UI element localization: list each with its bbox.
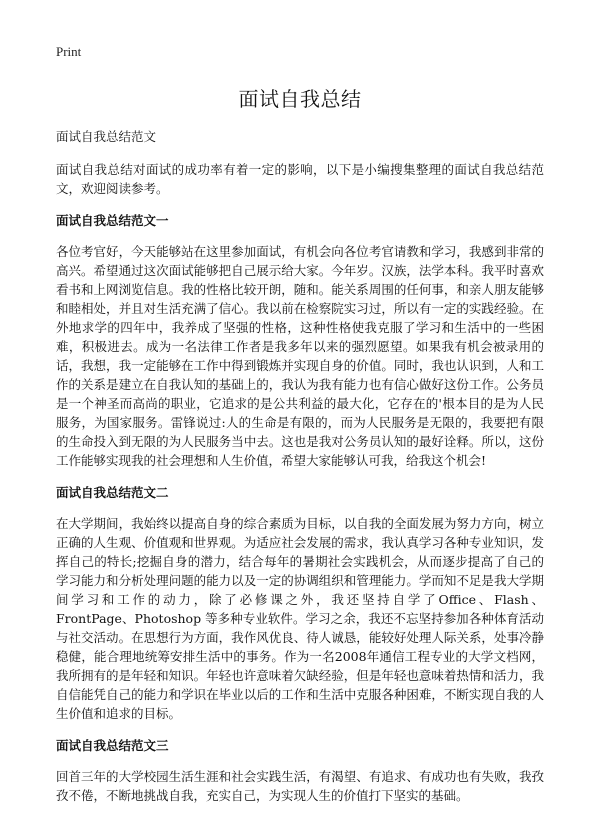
page-title: 面试自我总结: [238, 87, 362, 111]
document-subtitle: 面试自我总结范文: [56, 129, 157, 144]
section-body-1: 各位考官好，今天能够站在这里参加面试，有机会向各位考官请教和学习，我感到非常的高兴。希望通过这次面试能够把自己展示给大家。今年岁。汉族，法学本科。我平时喜欢看书和上网浏览信息。我的性格比较开朗，随和。能关系周围的任何事，和亲人朋友能够和睦相处，并且对生活充满了信心。我以前在检察院实习过，所以有一定的实践经验。在外地求学的四年中，我养成了坚强的性格，这种性格使我克服了学习和生活中的一些困难，积极进去。成为一名法律工作者是我多年以来的强烈愿望。如果我有机会被录用的话，我想，我一定能够在工作中得到锻炼并实现自身的价值。同时，我也认识到，人和工作的关系是建立在自我认知的基础上的，我认为我有能力也有信心做好这份工作。公务员是一个神圣而高尚的职业，它追求的是公共利益的最大化，它存在的'根本目的是为人民服务，为国家服务。雷锋说过:人的生命是有限的，而为人民服务是无限的，我要把有限的生命投入到无限的为人民服务当中去。这也是我对公务员认知的最好诠释。所以，这份工作能够实现我的社会理想和人生价值，希望大家能够认可我，给我这个机会!: [56, 244, 544, 468]
section-body-2: 在大学期间，我始终以提高自身的综合素质为目标，以自我的全面发展为努力方向，树立正确的人生观、价值观和世界观。为适应社会发展的需求，我认真学习各种专业知识，发挥自己的特长;挖掘自身的潜力，结合每年的暑期社会实践机会，从而逐步提高了自己的学习能力和分析处理问题的能力以及一定的协调组织和管理能力。学而知不足是我大学期间学习和工作的动力，除了必修课之外，我还坚持自学了Office、Flash、FrontPage、Photoshop 等多种专业软件。学习之余，我还不忘坚持参加各种体育活动与社交活动。在思想行为方面，我作风优良、待人诚恳，能较好处理人际关系，处事冷静稳健，能合理地统筹安排生活中的事务。作为一名2008年通信工程专业的大学文档网，我所拥有的是年轻和知识。年轻也许意味着欠缺经验，但是年轻也意味着热情和活力，我自信能凭自己的能力和学识在毕业以后的工作和生活中克服各种困难，不断实现自我的人生价值和追求的目标。: [56, 516, 544, 721]
section-heading-2: 面试自我总结范文二: [56, 485, 169, 500]
print-link[interactable]: Print: [56, 44, 82, 59]
section-body-3: 回首三年的大学校园生活生涯和社会实践生活，有渴望、有追求、有成功也有失败，我孜孜不倦，不断地挑战自我，充实自己，为实现人生的价值打下坚实的基础。: [56, 769, 544, 803]
section-heading-1: 面试自我总结范文一: [56, 213, 169, 228]
intro-paragraph: 面试自我总结对面试的成功率有着一定的影响，以下是小编搜集整理的面试自我总结范文，欢迎阅读参考。: [56, 162, 544, 196]
section-heading-3: 面试自我总结范文三: [56, 738, 169, 753]
